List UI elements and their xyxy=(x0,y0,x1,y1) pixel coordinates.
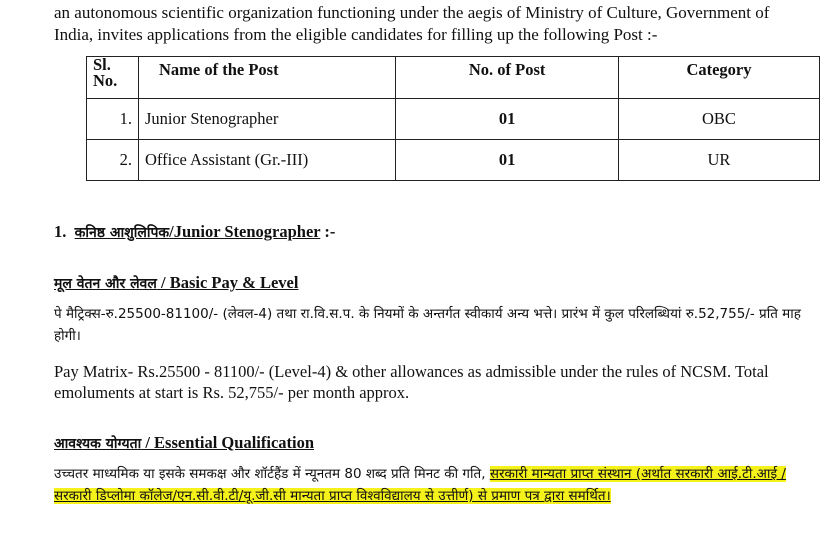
pay-english-text: Pay Matrix- Rs.25500 - 81100/- (Level-4) & other allowances as admissible under the rules of NCSM. Total emoluments at start is Rs. 52,755/- per month approx. xyxy=(54,362,769,402)
table-row xyxy=(87,99,820,140)
qualification-text-highlight: सरकारी मान्यता प्राप्त संस्थान (अर्थात सरकारी आई.टी.आई / सरकारी डिप्लोमा कॉलेज/एन.सी.वी.टी/यू.जी.सी मान्यता प्राप्त विश्वविद्यालय से उत्तीर्ण) से प्रमाण पत्र द्वारा समर्थित। xyxy=(54,466,786,504)
cell-category: UR xyxy=(618,140,819,181)
section-title-suffix: :- xyxy=(320,222,336,241)
pay-hindi-text: पे मैट्रिक्स-रु.25500-81100/- (लेवल-4) तथा रा.वि.स.प. के नियमों के अन्तर्गत स्वीकार्य अन्य भत्ते। प्रारंभ में कुल परिलब्धियां रु.52,755/- प्रति माह होगी। xyxy=(54,306,801,344)
section-title-english: /Junior Stenographer xyxy=(169,222,321,241)
qualification-heading-english: Essential Qualification xyxy=(154,433,315,452)
section-number: 1. xyxy=(54,222,67,241)
cell-post-name: Office Assistant (Gr.-III) xyxy=(139,140,396,181)
header-category: Category xyxy=(618,57,819,99)
header-post-name: Name of the Post xyxy=(139,57,396,99)
section-heading-junior-stenographer xyxy=(54,222,335,243)
cell-sl-no: 2. xyxy=(87,140,139,181)
section-title-hindi: कनिष्ठ आशुलिपिक xyxy=(74,225,170,241)
cell-post-name: Junior Stenographer xyxy=(139,99,396,140)
table-header-row xyxy=(87,57,820,99)
pay-heading-hindi: मूल वेतन और लेवल xyxy=(54,276,157,292)
cell-post-count: 01 xyxy=(396,99,619,140)
qualification-heading-hindi: आवश्यक योग्यता xyxy=(54,436,142,452)
table-row xyxy=(87,140,820,181)
pay-heading-english: Basic Pay & Level xyxy=(169,273,299,292)
qualification-text xyxy=(54,463,806,507)
pay-heading-sep: / xyxy=(156,273,170,292)
qualification-heading xyxy=(54,433,314,454)
intro-paragraph: an autonomous scientific organization functioning under the aegis of Ministry of Culture, Government of India, invites applications from the eligible candidates for filling up the following Post :- xyxy=(54,3,770,44)
qualification-heading-sep: / xyxy=(141,433,155,452)
header-sl-no: Sl. No. xyxy=(87,57,139,99)
qualification-text-plain: उच्चतर माध्यमिक या इसके समकक्ष और शॉर्टहैंड में न्यूनतम 80 शब्द प्रति मिनट की गति, xyxy=(54,466,490,482)
header-post-count: No. of Post xyxy=(396,57,619,99)
cell-category: OBC xyxy=(618,99,819,140)
posts-table xyxy=(86,56,820,181)
cell-post-count: 01 xyxy=(396,140,619,181)
pay-heading xyxy=(54,273,298,294)
cell-sl-no: 1. xyxy=(87,99,139,140)
